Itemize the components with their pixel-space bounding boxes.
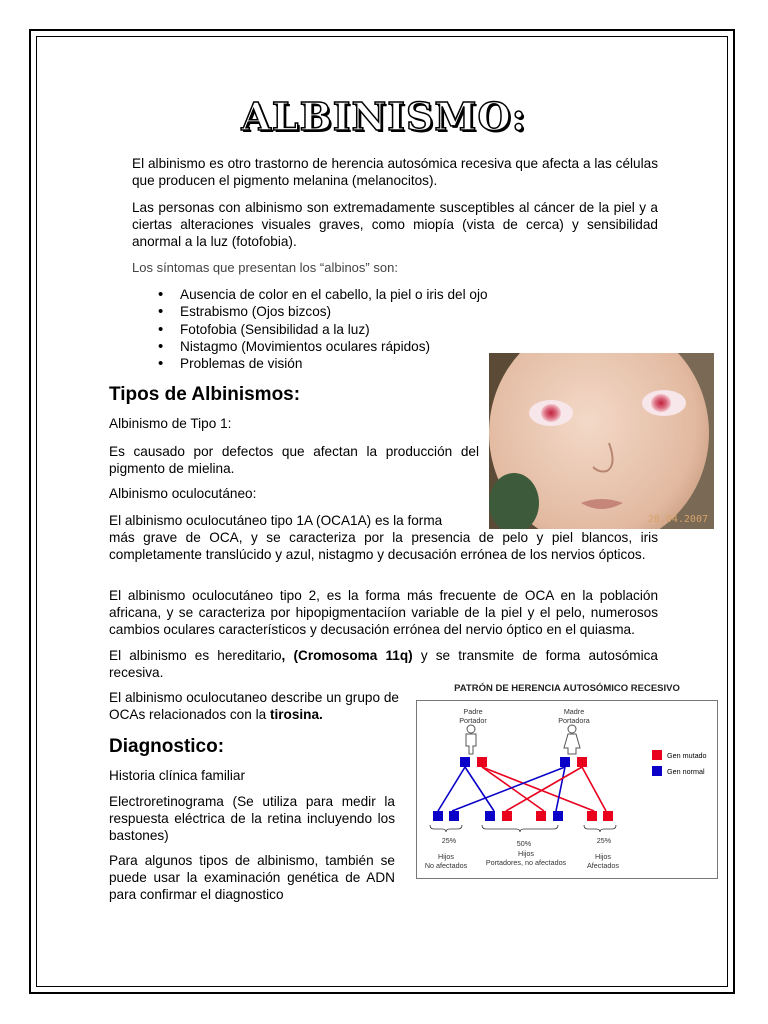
hereditario-tail: y se transmite de forma autosómica recesiva. (109, 648, 658, 680)
oculocutaneo-label: Albinismo oculocutáneo: (109, 486, 257, 501)
legend-normal-swatch (652, 766, 662, 776)
hereditario-text (109, 648, 658, 682)
intro-paragraph-1: El albinismo es otro trastorno de herencia autosómica recesiva que afecta a las células que producen el pigmento melanina (melanocitos). (132, 156, 658, 188)
child-face-illustration (489, 353, 714, 529)
legend-mutated-swatch (652, 750, 662, 760)
father-normal-gene (460, 757, 470, 767)
father-label: Padre Portador (459, 707, 487, 725)
page-title: ALBINISMO: (241, 94, 527, 139)
list-item: • Nistagmo (Movimientos oculares rápidos) (156, 338, 488, 355)
children-unaffected-label: Hijos No afectados (424, 852, 468, 870)
oca1a-text-b: más grave de OCA, y se caracteriza por la presencia de pelo y piel blancos, iris completamente translúcido y azul, nistagmo y decusación errónea de los nervios ópticos. (109, 530, 658, 562)
diagnostico-item-2: Electroretinograma (Se utiliza para medir la respuesta eléctrica de la retina incluyendo los bastones) (109, 794, 395, 843)
father-figure-icon (466, 725, 476, 754)
diagram-title: PATRÓN DE HERENCIA AUTOSÓMICO RECESIVO (454, 683, 680, 694)
children-carriers-label: Hijos Portadores, no afectados (485, 849, 567, 867)
list-item: • Fotofobia (Sensibilidad a la luz) (156, 321, 488, 338)
oca1a-text-a: El albinismo oculocutáneo tipo 1A (OCA1A) es la forma (109, 513, 443, 528)
inheritance-diagram (416, 683, 718, 879)
photo-date-stamp: 28.04.2007 (647, 514, 708, 525)
list-item: • Problemas de visión (156, 355, 488, 372)
legend-mutated-label: Gen mutado (667, 751, 707, 760)
pct-left: 25% (441, 836, 457, 845)
cromosoma-bold: , (Cromosoma 11q) (281, 648, 413, 663)
tipos-heading: Tipos de Albinismos: (109, 384, 301, 405)
tipo1-label: Albinismo de Tipo 1: (109, 416, 232, 431)
child-photo (489, 353, 714, 529)
oca2-text: El albinismo oculocutáneo tipo 2, es la forma más frecuente de OCA en la población africana, y se caracteriza por hipopigmentaciíon variable de la piel y el pelo, numerosos cambios oculares característicos y decusación errónea del nervio óptico en el quiasma. (109, 588, 658, 637)
mother-figure-icon (564, 725, 580, 754)
intro-paragraph-2: Las personas con albinismo son extremadamente susceptibles al cáncer de la piel y a ciertas alteraciones visuales graves, como miopía (vista de cerca) y sensibilidad anormal a la luz (fotofobia). (132, 200, 658, 249)
legend-normal-label: Gen normal (667, 767, 705, 776)
list-item: • Estrabismo (Ojos bizcos) (156, 303, 488, 320)
diagnostico-item-3: Para algunos tipos de albinismo, también se puede usar la examinación genética de ADN para confirmar el diagnostico (109, 853, 395, 902)
mother-normal-gene (560, 757, 570, 767)
mother-mutated-gene (577, 757, 587, 767)
tirosina-lead: El albinismo oculocutaneo describe un grupo de OCAs relacionados con la (109, 690, 399, 722)
list-item: • Ausencia de color en el cabello, la piel o iris del ojo (156, 286, 488, 303)
children-affected-label: Hijos Afectados (587, 852, 619, 870)
father-mutated-gene (477, 757, 487, 767)
diagnostico-heading: Diagnostico: (109, 736, 225, 757)
symptoms-list (156, 286, 488, 372)
inheritance-lines (438, 767, 606, 811)
tipo1-text: Es causado por defectos que afectan la producción del pigmento de mielina. (109, 444, 479, 476)
pct-mid: 50% (516, 839, 532, 848)
symptoms-intro: Los síntomas que presentan los “albinos” son: (132, 260, 398, 275)
tirosina-text (109, 690, 399, 724)
diagnostico-item-1: Historia clínica familiar (109, 768, 245, 783)
mother-label: Madre Portadora (558, 707, 590, 725)
tirosina-bold: tirosina. (269, 706, 323, 722)
hereditario-lead: El albinismo es hereditario (109, 648, 282, 663)
pct-right: 25% (596, 836, 612, 845)
